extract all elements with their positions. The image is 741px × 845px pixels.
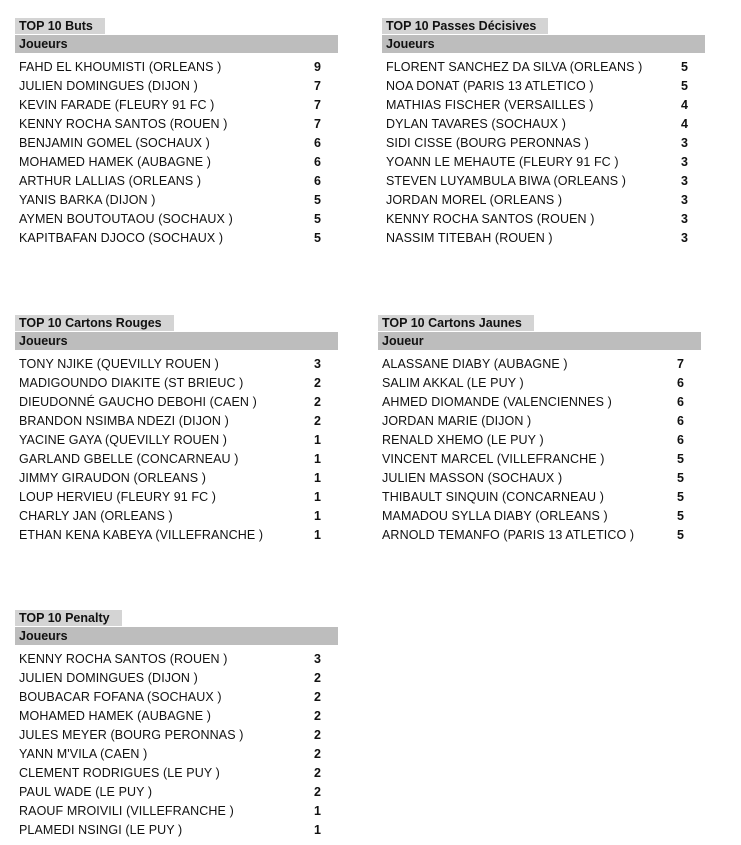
player-value: 3 <box>681 155 688 169</box>
player-value: 5 <box>314 231 321 245</box>
player-name: KENNY ROCHA SANTOS (ROUEN ) <box>19 652 228 666</box>
player-value: 1 <box>314 509 321 523</box>
player-value: 2 <box>314 376 321 390</box>
player-value: 2 <box>314 728 321 742</box>
player-name: JULIEN DOMINGUES (DIJON ) <box>19 79 198 93</box>
player-name: ALASSANE DIABY (AUBAGNE ) <box>382 357 568 371</box>
table-title: TOP 10 Passes Décisives <box>382 18 548 34</box>
player-name: SALIM AKKAL (LE PUY ) <box>382 376 524 390</box>
player-name: YACINE GAYA (QUEVILLY ROUEN ) <box>19 433 228 447</box>
player-name: PLAMEDI NSINGI (LE PUY ) <box>19 823 183 837</box>
player-name: KEVIN FARADE (FLEURY 91 FC ) <box>19 98 215 112</box>
player-name: BOUBACAR FOFANA (SOCHAUX ) <box>19 690 222 704</box>
table-row <box>378 450 701 469</box>
table-row <box>378 374 701 393</box>
table-row <box>15 134 338 153</box>
player-name: NOA DONAT (PARIS 13 ATLETICO ) <box>386 79 594 93</box>
top-cartons-rouges-table <box>15 314 338 545</box>
table-row <box>378 431 701 450</box>
player-value: 5 <box>681 60 688 74</box>
player-name: DYLAN TAVARES (SOCHAUX ) <box>386 117 566 131</box>
table-row <box>378 507 701 526</box>
player-name: PAUL WADE (LE PUY ) <box>19 785 153 799</box>
table-row <box>382 134 705 153</box>
top-cartons-jaunes-table <box>378 314 701 545</box>
player-value: 3 <box>681 193 688 207</box>
player-value: 7 <box>314 98 321 112</box>
player-name: CHARLY JAN (ORLEANS ) <box>19 509 173 523</box>
player-value: 2 <box>314 671 321 685</box>
player-name: RAOUF MROIVILI (VILLEFRANCHE ) <box>19 804 234 818</box>
player-value: 3 <box>681 136 688 150</box>
player-name: ARTHUR LALLIAS (ORLEANS ) <box>19 174 202 188</box>
table-row <box>15 488 338 507</box>
player-name: MOHAMED HAMEK (AUBAGNE ) <box>19 709 211 723</box>
player-value: 7 <box>314 117 321 131</box>
table-row <box>382 115 705 134</box>
table-row <box>15 393 338 412</box>
player-name: JULIEN DOMINGUES (DIJON ) <box>19 671 198 685</box>
player-value: 5 <box>677 471 684 485</box>
table-row <box>378 355 701 374</box>
table-row <box>15 745 338 764</box>
table-row <box>15 450 338 469</box>
player-name: FAHD EL KHOUMISTI (ORLEANS ) <box>19 60 222 74</box>
table-header: Joueurs <box>15 332 338 350</box>
player-name: KENNY ROCHA SANTOS (ROUEN ) <box>19 117 228 131</box>
player-value: 9 <box>314 60 321 74</box>
player-name: ARNOLD TEMANFO (PARIS 13 ATLETICO ) <box>382 528 635 542</box>
player-name: TONY NJIKE (QUEVILLY ROUEN ) <box>19 357 219 371</box>
player-value: 5 <box>314 193 321 207</box>
player-value: 1 <box>314 823 321 837</box>
player-value: 1 <box>314 490 321 504</box>
player-value: 5 <box>681 79 688 93</box>
table-title: TOP 10 Cartons Jaunes <box>378 315 534 331</box>
player-name: THIBAULT SINQUIN (CONCARNEAU ) <box>382 490 604 504</box>
player-value: 6 <box>314 136 321 150</box>
player-name: AYMEN BOUTOUTAOU (SOCHAUX ) <box>19 212 233 226</box>
player-name: JULIEN MASSON (SOCHAUX ) <box>382 471 563 485</box>
player-name: MAMADOU SYLLA DIABY (ORLEANS ) <box>382 509 608 523</box>
table-row <box>15 507 338 526</box>
table-row <box>15 191 338 210</box>
player-name: BENJAMIN GOMEL (SOCHAUX ) <box>19 136 210 150</box>
table-row <box>15 526 338 545</box>
player-value: 3 <box>314 652 321 666</box>
player-value: 5 <box>314 212 321 226</box>
table-row <box>15 172 338 191</box>
player-name: JORDAN MARIE (DIJON ) <box>382 414 532 428</box>
player-value: 1 <box>314 452 321 466</box>
player-name: AHMED DIOMANDE (VALENCIENNES ) <box>382 395 612 409</box>
table-row <box>15 229 338 248</box>
player-name: JULES MEYER (BOURG PERONNAS ) <box>19 728 244 742</box>
player-name: LOUP HERVIEU (FLEURY 91 FC ) <box>19 490 217 504</box>
table-row <box>15 412 338 431</box>
player-value: 2 <box>314 766 321 780</box>
player-value: 3 <box>681 174 688 188</box>
player-name: CLEMENT RODRIGUES (LE PUY ) <box>19 766 220 780</box>
table-title: TOP 10 Buts <box>15 18 105 34</box>
player-value: 2 <box>314 709 321 723</box>
player-name: YOANN LE MEHAUTE (FLEURY 91 FC ) <box>386 155 619 169</box>
table-row <box>378 526 701 545</box>
table-row <box>382 153 705 172</box>
table-row <box>15 802 338 821</box>
table-row <box>382 77 705 96</box>
top-passes-table <box>382 17 705 248</box>
table-header: Joueur <box>378 332 701 350</box>
table-row <box>15 650 338 669</box>
table-row <box>15 669 338 688</box>
player-value: 6 <box>314 174 321 188</box>
table-row <box>378 488 701 507</box>
player-value: 5 <box>677 509 684 523</box>
player-name: GARLAND GBELLE (CONCARNEAU ) <box>19 452 239 466</box>
top-buts-table <box>15 17 338 248</box>
table-title: TOP 10 Cartons Rouges <box>15 315 174 331</box>
player-value: 5 <box>677 452 684 466</box>
table-row <box>378 412 701 431</box>
player-value: 6 <box>677 376 684 390</box>
table-row <box>15 469 338 488</box>
player-value: 2 <box>314 747 321 761</box>
table-row <box>382 210 705 229</box>
table-row <box>378 469 701 488</box>
table-row <box>382 229 705 248</box>
player-name: KAPITBAFAN DJOCO (SOCHAUX ) <box>19 231 224 245</box>
player-value: 3 <box>681 212 688 226</box>
player-name: JORDAN MOREL (ORLEANS ) <box>386 193 563 207</box>
player-name: YANN M'VILA (CAEN ) <box>19 747 148 761</box>
player-value: 1 <box>314 528 321 542</box>
table-title: TOP 10 Penalty <box>15 610 122 626</box>
player-value: 6 <box>677 395 684 409</box>
table-row <box>15 115 338 134</box>
player-name: MADIGOUNDO DIAKITE (ST BRIEUC ) <box>19 376 244 390</box>
player-name: VINCENT MARCEL (VILLEFRANCHE ) <box>382 452 605 466</box>
player-value: 2 <box>314 785 321 799</box>
table-row <box>382 172 705 191</box>
table-row <box>15 764 338 783</box>
table-row <box>15 58 338 77</box>
player-value: 7 <box>677 357 684 371</box>
player-name: JIMMY GIRAUDON (ORLEANS ) <box>19 471 207 485</box>
table-row <box>15 355 338 374</box>
player-name: NASSIM TITEBAH (ROUEN ) <box>386 231 553 245</box>
player-value: 1 <box>314 433 321 447</box>
player-name: KENNY ROCHA SANTOS (ROUEN ) <box>386 212 595 226</box>
player-name: ETHAN KENA KABEYA (VILLEFRANCHE ) <box>19 528 264 542</box>
player-value: 7 <box>314 79 321 93</box>
table-row <box>15 688 338 707</box>
table-row <box>15 431 338 450</box>
player-name: BRANDON NSIMBA NDEZI (DIJON ) <box>19 414 229 428</box>
table-row <box>15 210 338 229</box>
table-row <box>15 374 338 393</box>
table-header: Joueurs <box>15 627 338 645</box>
player-value: 6 <box>677 414 684 428</box>
player-value: 3 <box>681 231 688 245</box>
player-name: FLORENT SANCHEZ DA SILVA (ORLEANS ) <box>386 60 643 74</box>
player-name: DIEUDONNÉ GAUCHO DEBOHI (CAEN ) <box>19 395 257 409</box>
player-name: YANIS BARKA (DIJON ) <box>19 193 156 207</box>
player-value: 3 <box>314 357 321 371</box>
top-penalty-table <box>15 609 338 840</box>
table-row <box>15 821 338 840</box>
player-name: STEVEN LUYAMBULA BIWA (ORLEANS ) <box>386 174 627 188</box>
table-row <box>15 783 338 802</box>
table-row <box>382 96 705 115</box>
player-name: MOHAMED HAMEK (AUBAGNE ) <box>19 155 211 169</box>
table-row <box>15 707 338 726</box>
player-value: 2 <box>314 414 321 428</box>
player-value: 6 <box>677 433 684 447</box>
table-header: Joueurs <box>382 35 705 53</box>
table-row <box>15 77 338 96</box>
player-name: MATHIAS FISCHER (VERSAILLES ) <box>386 98 594 112</box>
player-value: 4 <box>681 117 688 131</box>
table-row <box>15 96 338 115</box>
player-value: 5 <box>677 528 684 542</box>
table-row <box>382 58 705 77</box>
table-row <box>15 726 338 745</box>
player-value: 6 <box>314 155 321 169</box>
table-row <box>382 191 705 210</box>
table-row <box>378 393 701 412</box>
player-value: 2 <box>314 690 321 704</box>
player-value: 2 <box>314 395 321 409</box>
player-value: 1 <box>314 804 321 818</box>
player-value: 5 <box>677 490 684 504</box>
table-header: Joueurs <box>15 35 338 53</box>
player-value: 4 <box>681 98 688 112</box>
player-name: SIDI CISSE (BOURG PERONNAS ) <box>386 136 589 150</box>
player-value: 1 <box>314 471 321 485</box>
player-name: RENALD XHEMO (LE PUY ) <box>382 433 544 447</box>
table-row <box>15 153 338 172</box>
